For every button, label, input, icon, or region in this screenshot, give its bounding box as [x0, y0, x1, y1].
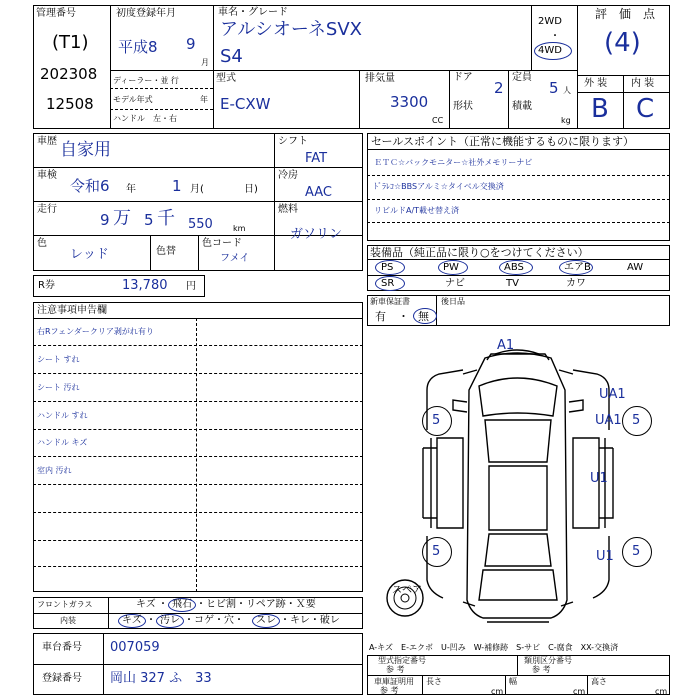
- drive-2wd: 2WD: [538, 16, 562, 27]
- haikiryo-label: 排気量: [365, 73, 395, 84]
- shaken-label: 車検: [37, 170, 57, 181]
- note-item: 室内 汚れ: [37, 466, 72, 475]
- iro-label: 色: [37, 238, 47, 249]
- note-item: シート すれ: [37, 355, 80, 364]
- note-item: シート 汚れ: [37, 383, 80, 392]
- note-item: ハンドル すれ: [37, 411, 88, 420]
- dealer-label: ディーラー・並 行: [113, 76, 179, 85]
- cc-unit: CC: [432, 116, 444, 125]
- nenryo-label: 燃料: [278, 204, 298, 215]
- car-name-label: 車名・グレード: [218, 7, 288, 18]
- soko-rest: 550: [188, 217, 213, 232]
- katashiki-label: 型式: [216, 73, 236, 84]
- tire-score-right-rear: 5: [632, 413, 641, 428]
- equip-tv: TV: [506, 278, 519, 289]
- notes-title: 注意事項申告欄: [37, 305, 107, 316]
- r-ken-unit: 円: [186, 281, 196, 292]
- sales-title: セールスポイント（正常に機能するものに限ります）: [371, 135, 635, 148]
- sales-item: リビルドA/T載せ替え済: [374, 206, 460, 215]
- kanri-code: (T1): [52, 32, 89, 53]
- shift: FAT: [305, 151, 328, 166]
- sales-item: ＥＴＣ☆バックモニター☆社外メモリーナビ: [374, 158, 533, 167]
- r-ken-label: R券: [38, 280, 55, 291]
- gaiso-grade: B: [591, 94, 609, 124]
- front-glass-opt: 飛石: [172, 599, 192, 610]
- front-glass-opt: ・ヒビ割・リペア跡・Ｘ要: [196, 599, 316, 610]
- equip-aw: AW: [627, 262, 644, 273]
- teiin-unit: 人: [563, 86, 571, 95]
- warranty-label: 新車保証書: [370, 297, 410, 306]
- r-ken-value: 13,780: [122, 278, 168, 293]
- shaken-gatsu: 月(: [190, 184, 204, 195]
- warranty-no: 無: [418, 310, 429, 323]
- naiso-opt: キズ: [122, 615, 142, 626]
- naiso-opt: 汚レ: [160, 615, 180, 626]
- naiso-row-label: 内装: [60, 616, 76, 625]
- shareki-label: 車歴: [37, 136, 57, 147]
- spare-label: スペア: [392, 585, 422, 596]
- damage-legend: A-キズ E-エクボ U-凹み W-補修跡 S-サビ C-腐食 XX-交換済: [369, 643, 619, 652]
- reikyaku-label: 冷房: [278, 170, 298, 181]
- shareki: 自家用: [60, 140, 111, 160]
- nenryo: ガソリン: [290, 227, 343, 242]
- tire-score-left-rear: 5: [432, 413, 441, 428]
- gaiso-label: 外 装: [584, 78, 608, 89]
- front-glass-opt: ・: [158, 599, 168, 610]
- km-unit: km: [233, 224, 246, 233]
- cm-unit: cm: [491, 687, 504, 696]
- sanko-label: 参 考: [532, 665, 551, 674]
- haikiryo: 3300: [390, 93, 429, 111]
- shodo-era: 平成8: [118, 38, 158, 56]
- equip-leather: カワ: [566, 278, 586, 289]
- sekisai-label: 積載: [512, 101, 532, 112]
- irogae-label: 色替: [156, 246, 176, 257]
- ato-label: 後日品: [441, 297, 465, 306]
- teiin: 5: [549, 79, 559, 97]
- kanri-label: 管理番号: [36, 8, 76, 19]
- equip-ps: PS: [381, 262, 394, 273]
- shodo-label: 初度登録年月: [116, 8, 176, 19]
- naiso-opt: スレ: [256, 615, 276, 626]
- nagasa-label: 長さ: [426, 677, 442, 686]
- naiso-label: 内 装: [631, 78, 655, 89]
- door-label: ドア: [453, 72, 473, 83]
- car-name: アルシオーネSVX: [220, 19, 362, 40]
- katashiki: E-CXW: [220, 95, 271, 113]
- warranty-dot: ・: [398, 310, 409, 323]
- damage-mark-right-door: U1: [590, 471, 608, 486]
- shaken-month: 1: [172, 177, 182, 195]
- damage-mark-right-rear-fender-lower: UA1: [595, 413, 622, 428]
- equip-sr: SR: [381, 278, 395, 289]
- equipment-title: 装備品（純正品に限り○をつけてください）: [370, 246, 589, 259]
- soko-sen-value: 5: [144, 211, 154, 229]
- cm-unit: cm: [655, 687, 668, 696]
- kanri-number-2: 12508: [46, 95, 94, 113]
- tire-score-right-front: 5: [632, 544, 641, 559]
- shift-label: シフト: [278, 136, 308, 147]
- handle-label: ハンドル 左・右: [113, 114, 177, 123]
- soko-sen-unit: 千: [157, 208, 175, 229]
- sanko-label: 参 考: [380, 686, 399, 695]
- sanko-label: 参 考: [386, 665, 405, 674]
- naiso-grade: C: [636, 94, 655, 124]
- haba-label: 幅: [509, 677, 517, 686]
- door: 2: [494, 79, 504, 97]
- warranty-yes: 有: [375, 310, 386, 323]
- model-year-label: モデル年式: [113, 95, 153, 104]
- shaken-nichi: 日): [244, 184, 258, 195]
- drive-4wd: 4WD: [538, 45, 562, 56]
- equip-abs: ABS: [504, 262, 524, 273]
- note-item: 右Rフェンダークリア剥がれ有り: [37, 327, 154, 336]
- shaken-era: 令和6: [70, 177, 110, 195]
- hyoka-score: (4): [604, 28, 641, 58]
- naiso-opt: ・: [146, 615, 156, 626]
- shodo-month: 9: [186, 35, 196, 53]
- takasa-label: 高さ: [591, 677, 607, 686]
- drive-dot: ・: [550, 31, 560, 42]
- grade: S4: [220, 46, 243, 67]
- chadai-number: 007059: [110, 640, 160, 655]
- shodo-month-unit: 月: [201, 58, 209, 67]
- kg-unit: kg: [561, 116, 571, 125]
- teiin-label: 定員: [512, 72, 532, 83]
- naiso-opt: ・コゲ・穴・: [184, 615, 244, 626]
- sales-item: ﾄﾞﾗﾚｺ☆BBSアルミ☆タイベル交換済: [374, 182, 504, 191]
- keijo-label: 形状: [453, 101, 473, 112]
- front-glass-label: フロントガラス: [37, 600, 93, 609]
- note-item: ハンドル キズ: [37, 438, 88, 447]
- kanri-number-1: 202308: [40, 65, 98, 83]
- toroku-number: 岡山 327 ふ 33: [110, 671, 212, 686]
- damage-mark-front-bumper: A1: [497, 338, 515, 353]
- soko-label: 走行: [37, 204, 57, 215]
- model-year-unit: 年: [200, 95, 208, 104]
- ruibetsu-label: 類別区分番号: [524, 656, 572, 665]
- equip-navi: ナビ: [445, 278, 465, 289]
- naiso-opt: ・キレ・破レ: [280, 615, 340, 626]
- hyoka-label: 評 価 点: [595, 7, 656, 21]
- toroku-label: 登録番号: [42, 673, 82, 684]
- tire-score-left-front: 5: [432, 544, 441, 559]
- damage-mark-right-rear-fender: UA1: [599, 387, 626, 402]
- soko-man-unit: 万: [113, 208, 131, 229]
- equip-pw: PW: [443, 262, 459, 273]
- color-code-label: 色コード: [202, 238, 242, 249]
- front-glass-opt: キズ: [136, 599, 156, 610]
- soko-man-value: 9: [100, 211, 110, 229]
- cm-unit: cm: [573, 687, 586, 696]
- shomei-label: 車庫証明用: [374, 677, 414, 686]
- damage-mark-right-front-fender: U1: [596, 549, 614, 564]
- chadai-label: 車台番号: [42, 642, 82, 653]
- katashiki-shitei-label: 型式指定番号: [378, 656, 426, 665]
- equip-airbag: エアB: [564, 262, 591, 273]
- iro: レッド: [70, 247, 109, 262]
- reikyaku: AAC: [305, 185, 332, 200]
- shaken-nen: 年: [126, 184, 136, 195]
- color-code: フメイ: [220, 253, 250, 264]
